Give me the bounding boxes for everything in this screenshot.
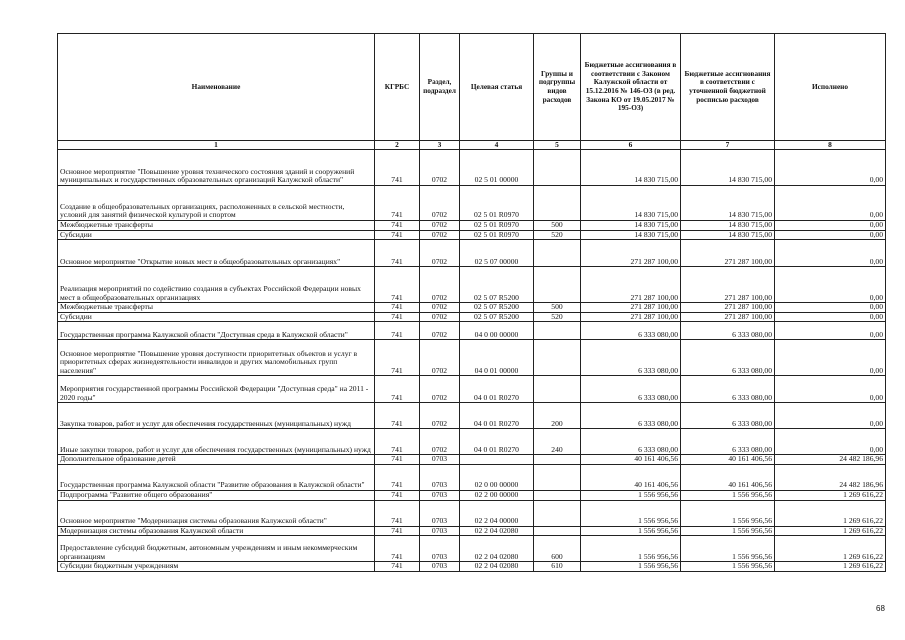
header-name: Наименование [58,34,375,141]
budget-table [57,33,886,572]
cell-section: 0703 [420,500,460,526]
cell-name: Основное мероприятие "Модернизация системы образования Калужской области" [58,500,375,526]
cell-law: 14 830 715,00 [581,150,681,186]
table-row [58,340,886,376]
cell-krbs: 741 [375,221,420,231]
cell-target: 02 2 04 02080 [460,526,534,536]
cell-done: 1 269 616,22 [775,536,886,562]
cell-law: 6 333 080,00 [581,322,681,340]
cell-target: 04 0 00 00000 [460,322,534,340]
cell-group [534,455,581,465]
cell-refined: 271 287 100,00 [681,303,775,313]
cell-refined: 1 556 956,56 [681,526,775,536]
cell-law: 6 333 080,00 [581,340,681,376]
cell-law: 14 830 715,00 [581,221,681,231]
cell-done: 0,00 [775,150,886,186]
table-body [58,150,886,572]
cell-done: 1 269 616,22 [775,562,886,572]
cell-done: 0,00 [775,240,886,267]
cell-group [534,240,581,267]
cell-target: 02 5 01 00000 [460,150,534,186]
header-target: Целевая статья [460,34,534,141]
cell-refined: 14 830 715,00 [681,186,775,221]
cell-section: 0702 [420,322,460,340]
cell-target: 02 2 04 02080 [460,562,534,572]
cell-target: 04 0 01 R0270 [460,376,534,403]
cell-group [534,464,581,490]
table-row [58,429,886,455]
cell-group [534,376,581,403]
cell-done: 0,00 [775,303,886,313]
cell-name: Дополнительное образование детей [58,455,375,465]
cell-target: 02 5 01 R0970 [460,221,534,231]
cell-krbs: 741 [375,303,420,313]
cell-name: Субсидии бюджетным учреждениям [58,562,375,572]
cell-group [534,322,581,340]
cell-done: 0,00 [775,340,886,376]
table-row [58,455,886,465]
cell-law: 271 287 100,00 [581,312,681,322]
table-row [58,526,886,536]
cell-done: 1 269 616,22 [775,490,886,500]
cell-krbs: 741 [375,500,420,526]
cell-done: 0,00 [775,230,886,240]
cell-done: 1 269 616,22 [775,526,886,536]
cell-target: 04 0 01 R0270 [460,429,534,455]
column-number: 4 [460,141,534,150]
cell-name: Предоставление субсидий бюджетным, автономным учреждениям и иным некоммерческим организациям [58,536,375,562]
column-number: 3 [420,141,460,150]
cell-refined: 6 333 080,00 [681,322,775,340]
cell-name: Основное мероприятие "Повышение уровня технического состояния зданий и сооружений муниципальных и государственных образовательных организаций Калужской области" [58,150,375,186]
table-row [58,403,886,429]
cell-group: 240 [534,429,581,455]
cell-krbs: 741 [375,562,420,572]
cell-krbs: 741 [375,490,420,500]
cell-krbs: 741 [375,526,420,536]
cell-group [534,267,581,303]
cell-krbs: 741 [375,230,420,240]
cell-name: Закупка товаров, работ и услуг для обеспечения государственных (муниципальных) нужд [58,403,375,429]
cell-refined: 6 333 080,00 [681,403,775,429]
cell-section: 0703 [420,536,460,562]
cell-krbs: 741 [375,455,420,465]
cell-target: 02 5 07 R5200 [460,267,534,303]
cell-group: 500 [534,221,581,231]
cell-name: Государственная программа Калужской области "Развитие образования в Калужской области" [58,464,375,490]
cell-refined: 1 556 956,56 [681,500,775,526]
header-section: Раздел, подраздел [420,34,460,141]
cell-section: 0702 [420,376,460,403]
cell-done: 0,00 [775,403,886,429]
cell-done: 0,00 [775,429,886,455]
table-row [58,221,886,231]
cell-law: 271 287 100,00 [581,267,681,303]
cell-group [534,186,581,221]
cell-section: 0703 [420,562,460,572]
cell-section: 0703 [420,464,460,490]
cell-done: 24 482 186,96 [775,455,886,465]
cell-name: Государственная программа Калужской области "Доступная среда в Калужской области" [58,322,375,340]
table-row [58,240,886,267]
cell-law: 40 161 406,56 [581,464,681,490]
cell-krbs: 741 [375,536,420,562]
header-krbs: КГРБС [375,34,420,141]
cell-refined: 6 333 080,00 [681,376,775,403]
column-number: 7 [681,141,775,150]
cell-krbs: 741 [375,429,420,455]
cell-section: 0702 [420,221,460,231]
cell-target: 02 5 07 R5200 [460,303,534,313]
cell-group [534,340,581,376]
cell-refined: 40 161 406,56 [681,464,775,490]
table-row [58,562,886,572]
cell-krbs: 741 [375,186,420,221]
cell-law: 6 333 080,00 [581,429,681,455]
cell-section: 0702 [420,312,460,322]
cell-krbs: 741 [375,312,420,322]
column-number: 1 [58,141,375,150]
cell-group: 500 [534,303,581,313]
cell-done: 0,00 [775,312,886,322]
cell-done: 0,00 [775,267,886,303]
cell-group [534,500,581,526]
cell-law: 271 287 100,00 [581,240,681,267]
table-row [58,186,886,221]
cell-target: 02 2 04 02080 [460,536,534,562]
table-row [58,322,886,340]
cell-name: Основное мероприятие "Повышение уровня доступности приоритетных объектов и услуг в приоритетных сферах жизнедеятельности инвалидов и других маломобильных групп населения" [58,340,375,376]
cell-krbs: 741 [375,322,420,340]
column-number: 5 [534,141,581,150]
cell-refined: 271 287 100,00 [681,312,775,322]
cell-refined: 40 161 406,56 [681,455,775,465]
cell-group [534,150,581,186]
cell-law: 271 287 100,00 [581,303,681,313]
header-refined: Бюджетные ассигнования в соответствии с уточненной бюджетной росписью расходов [681,34,775,141]
cell-name: Межбюджетные трансферты [58,303,375,313]
cell-group: 520 [534,230,581,240]
cell-krbs: 741 [375,340,420,376]
cell-name: Реализация мероприятий по содействию создания в субъектах Российской Федерации новых мест в общеобразовательных организациях [58,267,375,303]
table-row [58,230,886,240]
cell-group: 600 [534,536,581,562]
cell-section: 0702 [420,230,460,240]
cell-name: Субсидии [58,312,375,322]
cell-section: 0703 [420,526,460,536]
cell-target: 02 2 04 00000 [460,500,534,526]
cell-section: 0703 [420,455,460,465]
cell-law: 1 556 956,56 [581,490,681,500]
cell-target: 04 0 01 00000 [460,340,534,376]
cell-law: 1 556 956,56 [581,536,681,562]
cell-krbs: 741 [375,464,420,490]
cell-section: 0702 [420,303,460,313]
cell-name: Основное мероприятие "Открытие новых мест в общеобразовательных организациях" [58,240,375,267]
cell-krbs: 741 [375,150,420,186]
cell-krbs: 741 [375,403,420,429]
cell-refined: 271 287 100,00 [681,267,775,303]
cell-group [534,526,581,536]
cell-name: Межбюджетные трансферты [58,221,375,231]
cell-law: 1 556 956,56 [581,526,681,536]
cell-refined: 14 830 715,00 [681,221,775,231]
column-number: 8 [775,141,886,150]
table-row [58,536,886,562]
cell-name: Подпрограмма "Развитие общего образования" [58,490,375,500]
cell-done: 1 269 616,22 [775,500,886,526]
cell-name: Иные закупки товаров, работ и услуг для обеспечения государственных (муниципальных) нужд [58,429,375,455]
cell-target: 04 0 01 R0270 [460,403,534,429]
cell-section: 0702 [420,240,460,267]
cell-target: 02 5 01 R0970 [460,230,534,240]
cell-refined: 271 287 100,00 [681,240,775,267]
cell-law: 6 333 080,00 [581,403,681,429]
cell-target [460,455,534,465]
cell-name: Создание в общеобразовательных организациях, расположенных в сельской местности, условий для занятий физической культурой и спортом [58,186,375,221]
cell-done: 24 482 186,96 [775,464,886,490]
table-row [58,376,886,403]
cell-section: 0702 [420,429,460,455]
cell-name: Модернизация системы образования Калужской области [58,526,375,536]
cell-group: 610 [534,562,581,572]
header-done: Исполнено [775,34,886,141]
cell-target: 02 5 07 R5200 [460,312,534,322]
cell-law: 14 830 715,00 [581,186,681,221]
cell-group: 520 [534,312,581,322]
cell-target: 02 5 01 R0970 [460,186,534,221]
cell-law: 6 333 080,00 [581,376,681,403]
cell-law: 1 556 956,56 [581,562,681,572]
header-law: Бюджетные ассигнования в соответствии с Законом Калужской области от 15.12.2016 № 146-ОЗ (в ред. Закона КО от 19.05.2017 № 195-ОЗ) [581,34,681,141]
cell-done: 0,00 [775,186,886,221]
table-row [58,490,886,500]
cell-section: 0702 [420,340,460,376]
table-row [58,267,886,303]
cell-krbs: 741 [375,267,420,303]
cell-target: 02 5 07 00000 [460,240,534,267]
cell-krbs: 741 [375,240,420,267]
cell-refined: 6 333 080,00 [681,340,775,376]
cell-law: 1 556 956,56 [581,500,681,526]
header-groups: Группы и подгруппы видов расходов [534,34,581,141]
cell-done: 0,00 [775,376,886,403]
table-row [58,303,886,313]
page-number: 68 [876,604,885,613]
table-row [58,312,886,322]
cell-refined: 6 333 080,00 [681,429,775,455]
cell-section: 0703 [420,490,460,500]
cell-refined: 1 556 956,56 [681,490,775,500]
cell-refined: 14 830 715,00 [681,230,775,240]
cell-done: 0,00 [775,221,886,231]
cell-name: Мероприятия государственной программы Российской Федерации "Доступная среда" на 2011 - 2020 годы" [58,376,375,403]
cell-refined: 14 830 715,00 [681,150,775,186]
column-number: 6 [581,141,681,150]
table-row [58,150,886,186]
cell-done: 0,00 [775,322,886,340]
cell-section: 0702 [420,267,460,303]
column-number: 2 [375,141,420,150]
table-row [58,464,886,490]
column-number-row [58,141,886,150]
table-row [58,500,886,526]
cell-law: 14 830 715,00 [581,230,681,240]
cell-target: 02 2 00 00000 [460,490,534,500]
header-row [58,34,886,141]
cell-refined: 1 556 956,56 [681,562,775,572]
cell-name: Субсидии [58,230,375,240]
cell-section: 0702 [420,403,460,429]
cell-refined: 1 556 956,56 [681,536,775,562]
cell-krbs: 741 [375,376,420,403]
cell-target: 02 0 00 00000 [460,464,534,490]
cell-section: 0702 [420,186,460,221]
cell-law: 40 161 406,56 [581,455,681,465]
cell-group [534,490,581,500]
cell-group: 200 [534,403,581,429]
cell-section: 0702 [420,150,460,186]
